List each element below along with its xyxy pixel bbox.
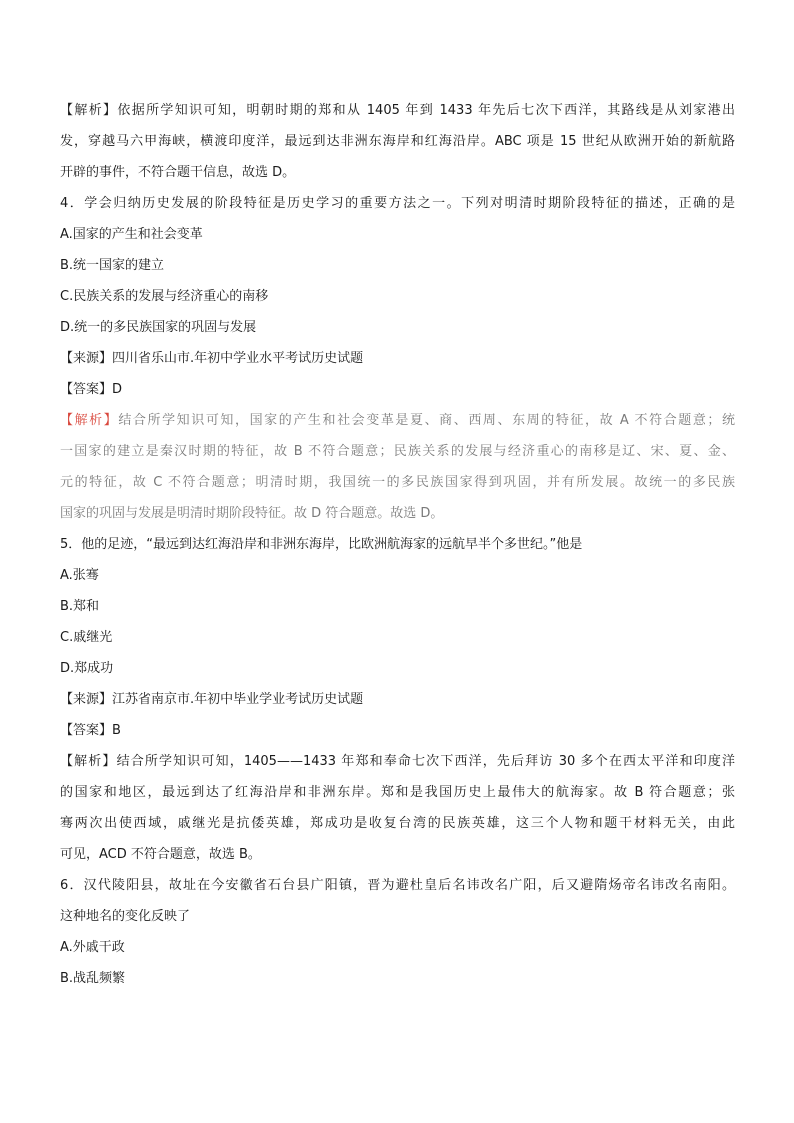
q4-analysis-tag: 【解析】 bbox=[60, 413, 119, 428]
q4-option-a: A.国家的产生和社会变革 bbox=[60, 227, 203, 242]
q5-option-d: D.郑成功 bbox=[60, 661, 114, 676]
q6-stem-line: 6．汉代陵阳县，故址在今安徽省石台县广阳镇，晋为避杜皇后名讳改名广阳，后又避隋炀帝名讳改名南阳。 bbox=[60, 878, 735, 893]
q4-stem: 4．学会归纳历史发展的阶段特征是历史学习的重要方法之一。下列对明清时期阶段特征的描述，正确的是 bbox=[60, 196, 735, 211]
q4-option-b: B.统一国家的建立 bbox=[60, 258, 165, 273]
q6-stem-line: 这种地名的变化反映了 bbox=[60, 909, 191, 924]
q4-analysis-text: 结合所学知识可知，国家的产生和社会变革是夏、商、西周、东周的特征，故 A 不符合题意；统 bbox=[118, 413, 735, 428]
q4-analysis-line: 一国家的建立是秦汉时期的特征，故 B 不符合题意；民族关系的发展与经济重心的南移是辽、宋、夏、金、 bbox=[60, 444, 735, 459]
q4-answer: 【答案】D bbox=[60, 382, 123, 397]
q5-source: 【来源】江苏省南京市.年初中毕业学业考试历史试题 bbox=[60, 692, 364, 707]
q5-answer: 【答案】B bbox=[60, 723, 121, 738]
q4-source: 【来源】四川省乐山市.年初中学业水平考试历史试题 bbox=[60, 351, 364, 366]
q4-analysis-line: 元的特征，故 C 不符合题意；明清时期，我国统一的多民族国家得到巩固，并有所发展。故统一的多民族 bbox=[60, 475, 735, 490]
q3-analysis-line: 开辟的事件，不符合题干信息，故选 D。 bbox=[60, 165, 296, 180]
q3-analysis-line: 发，穿越马六甲海峡，横渡印度洋，最远到达非洲东海岸和红海沿岸。ABC 项是 15 世纪从欧洲开始的新航路 bbox=[60, 134, 735, 149]
q4-option-d: D.统一的多民族国家的巩固与发展 bbox=[60, 320, 257, 335]
q5-analysis-line: 【解析】结合所学知识可知，1405——1433 年郑和奉命七次下西洋，先后拜访 30 多个在西太平洋和印度洋 bbox=[60, 754, 735, 769]
q4-analysis-line: 国家的巩固与发展是明清时期阶段特征。故 D 符合题意。故选 D。 bbox=[60, 506, 444, 521]
q5-stem: 5．他的足迹，“最远到达红海沿岸和非洲东海岸，比欧洲航海家的远航早半个多世纪。”他是 bbox=[60, 537, 583, 552]
q5-option-c: C.戚继光 bbox=[60, 630, 113, 645]
q5-option-b: B.郑和 bbox=[60, 599, 100, 614]
q3-analysis-line: 【解析】依据所学知识可知，明朝时期的郑和从 1405 年到 1433 年先后七次下西洋，其路线是从刘家港出 bbox=[60, 103, 735, 118]
q6-option-b: B.战乱频繁 bbox=[60, 971, 126, 986]
q6-option-a: A.外戚干政 bbox=[60, 940, 125, 955]
q4-analysis-line bbox=[60, 405, 735, 436]
document-content bbox=[60, 95, 735, 994]
q5-analysis-line: 的国家和地区，最远到达了红海沿岸和非洲东岸。郑和是我国历史上最伟大的航海家。故 B 符合题意；张 bbox=[60, 785, 735, 800]
q5-analysis-line: 骞两次出使西域，戚继光是抗倭英雄，郑成功是收复台湾的民族英雄，这三个人物和题干材料无关，由此 bbox=[60, 816, 735, 831]
q5-analysis-line: 可见，ACD 不符合题意，故选 B。 bbox=[60, 847, 261, 862]
q4-option-c: C.民族关系的发展与经济重心的南移 bbox=[60, 289, 269, 304]
q5-option-a: A.张骞 bbox=[60, 568, 99, 583]
